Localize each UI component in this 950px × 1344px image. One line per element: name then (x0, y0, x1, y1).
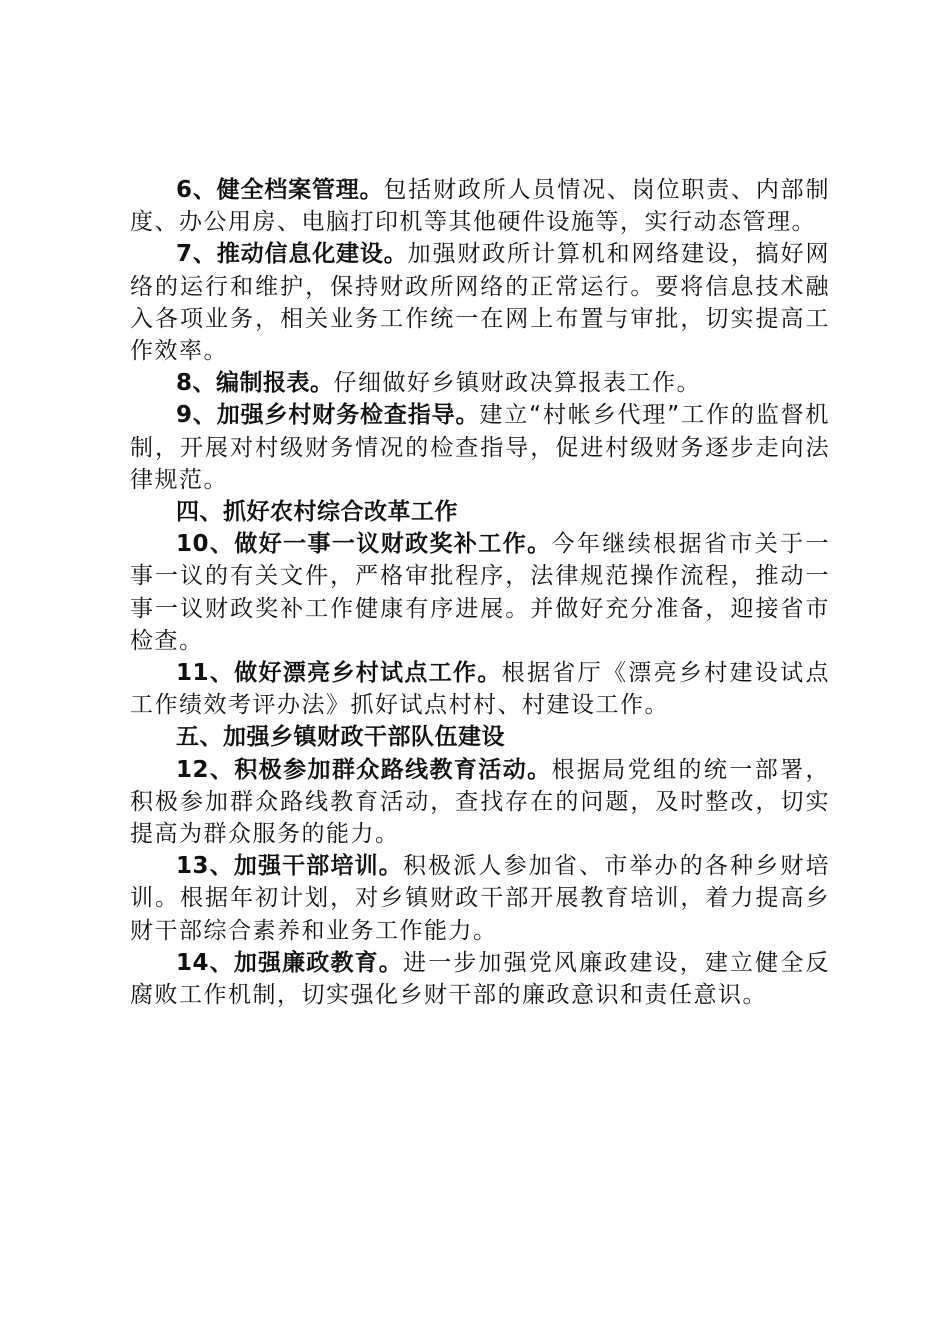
document-body (130, 174, 830, 1011)
item-text: 积极派人参加省、市举办的各种乡财培训。根据年初计划，对乡镇财政干部开展教育培训，着力提高乡财干部综合素养和业务工作能力。 (130, 853, 831, 944)
paragraph-item-13 (130, 850, 830, 947)
item-text: 今年继续根据省市关于一事一议的有关文件，严格审批程序，法律规范操作流程，推动一事一议财政奖补工作健康有序进展。并做好充分准备，迎接省市检查。 (130, 531, 830, 654)
item-text: 仔细做好乡镇财政决算报表工作。 (333, 370, 702, 397)
item-heading: 11、做好漂亮乡村试点工作。 (176, 660, 502, 687)
paragraph-item-8 (130, 367, 830, 399)
item-heading: 9、加强乡村财务检查指导。 (176, 402, 480, 429)
section-heading-5: 五、加强乡镇财政干部队伍建设 (176, 724, 505, 751)
item-text: 根据局党组的统一部署，积极参加群众路线教育活动，查找存在的问题，及时整改，切实提高为群众服务的能力。 (130, 756, 830, 848)
paragraph-item-12 (130, 754, 830, 851)
section-heading-4: 四、抓好农村综合改革工作 (176, 499, 458, 526)
item-text: 加强财政所计算机和网络建设，搞好网络的运行和维护，保持财政所网络的正常运行。要将信息技术融入各项业务，相关业务工作统一在网上布置与审批，切实提高工作效率。 (130, 241, 830, 365)
item-heading: 8、编制报表。 (176, 370, 334, 397)
item-heading: 14、加强廉政教育。 (176, 949, 403, 976)
item-heading: 12、积极参加群众路线教育活动。 (176, 756, 552, 783)
paragraph-item-7 (130, 238, 830, 367)
paragraph-item-10 (130, 528, 830, 657)
item-heading: 13、加强干部培训。 (176, 853, 403, 880)
paragraph-item-9 (130, 399, 830, 496)
paragraph-item-6 (130, 174, 830, 238)
item-text: 包括财政所人员情况、岗位职责、内部制度、办公用房、电脑打印机等其他硬件设施等，实行动态管理。 (130, 177, 831, 236)
item-heading: 10、做好一事一议财政奖补工作。 (176, 531, 552, 558)
paragraph-item-11 (130, 657, 830, 721)
item-text: 根据省厅《漂亮乡村建设试点工作绩效考评办法》抓好试点村村、村建设工作。 (130, 660, 831, 719)
item-text: 建立“村帐乡代理”工作的监督机制，开展对村级财务情况的检查指导，促进村级财务逐步走向法律规范。 (130, 402, 830, 493)
item-text: 进一步加强党风廉政建设，建立健全反腐败工作机制，切实强化乡财干部的廉政意识和责任意识。 (130, 949, 831, 1009)
paragraph-item-14 (130, 947, 830, 1011)
item-heading: 7、推动信息化建设。 (176, 241, 408, 268)
item-heading: 6、健全档案管理。 (176, 177, 384, 203)
